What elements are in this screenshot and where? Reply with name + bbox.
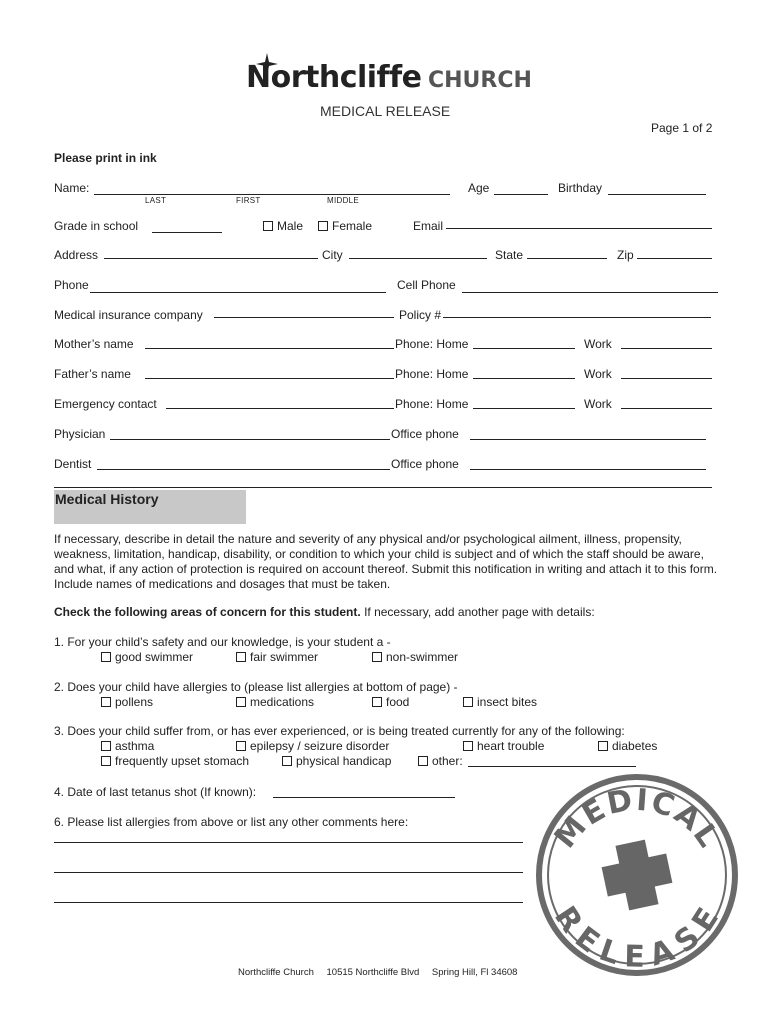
other-label: other: [432,754,463,768]
food-label: food [386,695,410,709]
checkbox-icon [598,741,608,751]
upset-stomach-label: frequently upset stomach [115,754,250,768]
medical-history-title: Medical History [55,491,159,507]
state-field[interactable] [527,258,607,259]
policy-field[interactable] [443,317,711,318]
male-checkbox[interactable] [263,219,303,233]
father-phone-home-label: Phone: Home [395,367,469,381]
physician-office-phone-field[interactable] [470,439,706,440]
name-label: Name: [54,181,90,195]
checkbox-icon [236,741,246,751]
pollens-checkbox[interactable] [101,695,153,709]
non-swimmer-checkbox[interactable] [372,650,458,664]
policy-label: Policy # [399,308,442,322]
checkbox-icon [318,221,328,231]
epilepsy-label: epilepsy / seizure disorder [250,739,390,753]
checkbox-icon [101,697,111,707]
city-label: City [322,248,343,262]
birthday-label: Birthday [558,181,603,195]
asthma-checkbox[interactable] [101,739,154,753]
checkbox-icon [372,697,382,707]
question-tetanus: 4. Date of last tetanus shot (If known): [54,785,257,799]
checkbox-icon [236,652,246,662]
question-comments: 6. Please list allergies from above or list any other comments here: [54,815,409,829]
check-areas-instruction [54,605,595,619]
checkbox-icon [372,652,382,662]
mother-name-label: Mother’s name [54,337,134,351]
grade-field[interactable] [152,232,222,233]
logo-church: CHURCH [428,68,532,93]
mother-work-label: Work [584,337,612,351]
age-field[interactable] [494,194,548,195]
section-divider [54,487,712,488]
father-name-field[interactable] [145,378,394,379]
diabetes-checkbox[interactable] [598,739,657,753]
question-swimmer: 1. For your child’s safety and our knowledge, is your student a - [54,635,391,649]
mother-name-field[interactable] [145,348,394,349]
emergency-work-field[interactable] [621,408,712,409]
insect-bites-label: insect bites [477,695,538,709]
good-swimmer-checkbox[interactable] [101,650,193,664]
other-field[interactable] [468,766,636,767]
emergency-contact-field[interactable] [166,408,394,409]
insurance-label: Medical insurance company [54,308,203,322]
pollens-label: pollens [115,695,154,709]
phone-label: Phone [54,278,89,292]
zip-label: Zip [617,248,634,262]
insurance-field[interactable] [214,317,394,318]
female-checkbox[interactable] [318,219,372,233]
female-label: Female [332,219,373,233]
medications-checkbox[interactable] [236,695,314,709]
upset-stomach-checkbox[interactable] [101,754,249,768]
address-field[interactable] [104,258,318,259]
physical-handicap-label: physical handicap [296,754,392,768]
checkbox-icon [263,221,273,231]
father-name-label: Father’s name [54,367,131,381]
email-label: Email [413,219,444,233]
question-allergies: 2. Does your child have allergies to (please list allergies at bottom of page) - [54,680,458,694]
print-instruction: Please print in ink [54,151,157,165]
name-sub-first: FIRST [236,196,261,205]
emergency-contact-label: Emergency contact [54,397,157,411]
fair-swimmer-label: fair swimmer [250,650,318,664]
stamp-top-text: MEDICAL [547,782,727,856]
birthday-field[interactable] [608,194,706,195]
good-swimmer-label: good swimmer [115,650,194,664]
footer-city: Spring Hill, Fl 34608 [431,967,518,978]
father-work-field[interactable] [621,378,712,379]
age-label: Age [468,181,490,195]
check-areas-bold: Check the following areas of concern for this student. [54,605,361,619]
email-field[interactable] [446,228,712,229]
checkbox-icon [101,741,111,751]
state-label: State [495,248,524,262]
tetanus-date-field[interactable] [273,797,455,798]
name-sub-last: LAST [145,196,167,205]
heart-trouble-checkbox[interactable] [463,739,544,753]
address-label: Address [54,248,99,262]
emergency-phone-home-field[interactable] [473,408,575,409]
medications-label: medications [250,695,315,709]
checkbox-icon [101,756,111,766]
medical-history-heading [54,490,246,524]
footer-address: 10515 Northcliffe Blvd [326,967,420,978]
comments-line-1[interactable] [54,842,523,843]
checkbox-icon [418,756,428,766]
male-label: Male [277,219,304,233]
zip-field[interactable] [637,258,712,259]
question-conditions: 3. Does your child suffer from, or has ever experienced, or is being treated currently for any of the following: [54,724,625,738]
insect-bites-checkbox[interactable] [463,695,537,709]
physician-office-phone-label: Office phone [391,427,459,441]
checkbox-icon [101,652,111,662]
name-sub-middle: MIDDLE [327,196,360,205]
dentist-office-phone-label: Office phone [391,457,459,471]
other-checkbox[interactable] [418,754,463,768]
fair-swimmer-checkbox[interactable] [236,650,318,664]
medical-cross-icon [598,836,676,914]
city-field[interactable] [349,258,487,259]
physician-label: Physician [54,427,106,441]
father-phone-home-field[interactable] [473,378,575,379]
logo-name: Northcliffe [246,60,422,95]
medical-release-stamp [532,770,742,980]
grade-label: Grade in school [54,219,139,233]
comments-line-2[interactable] [54,872,523,873]
footer [238,967,517,978]
comments-line-3[interactable] [54,902,523,903]
dentist-label: Dentist [54,457,92,471]
non-swimmer-label: non-swimmer [386,650,459,664]
physician-field[interactable] [110,439,390,440]
mother-work-field[interactable] [621,348,712,349]
food-checkbox[interactable] [372,695,409,709]
dentist-office-phone-field[interactable] [470,469,706,470]
checkbox-icon [463,697,473,707]
cell-phone-label: Cell Phone [397,278,456,292]
mother-phone-home-field[interactable] [473,348,575,349]
emergency-phone-home-label: Phone: Home [395,397,469,411]
emergency-work-label: Work [584,397,612,411]
page-number: Page 1 of 2 [651,121,713,135]
stamp-bottom-text: RELEASE [547,900,727,975]
heart-trouble-label: heart trouble [477,739,545,753]
document-subtitle: MEDICAL RELEASE [320,103,451,119]
checkbox-icon [236,697,246,707]
dentist-field[interactable] [97,469,390,470]
phone-field[interactable] [90,292,386,293]
cell-phone-field[interactable] [462,292,718,293]
footer-church-name: Northcliffe Church [238,967,314,978]
asthma-label: asthma [115,739,155,753]
check-areas-rest: If necessary, add another page with details: [364,605,595,619]
name-field[interactable] [94,194,450,195]
checkbox-icon [282,756,292,766]
checkbox-icon [463,741,473,751]
physical-handicap-checkbox[interactable] [282,754,391,768]
diabetes-label: diabetes [612,739,658,753]
epilepsy-checkbox[interactable] [236,739,389,753]
medical-history-intro: If necessary, describe in detail the nature and severity of any physical and/or psychological ailment, illness, propensity, weakness, limitation, handicap, disability, or condition to which your child is subject and of which the staff should be aware, and what, if any action of protection is required on account thereof. Submit this notification in writing and attach it to this form. Include names of medications and dosages that must be taken. [54,532,718,591]
father-work-label: Work [584,367,612,381]
mother-phone-home-label: Phone: Home [395,337,469,351]
